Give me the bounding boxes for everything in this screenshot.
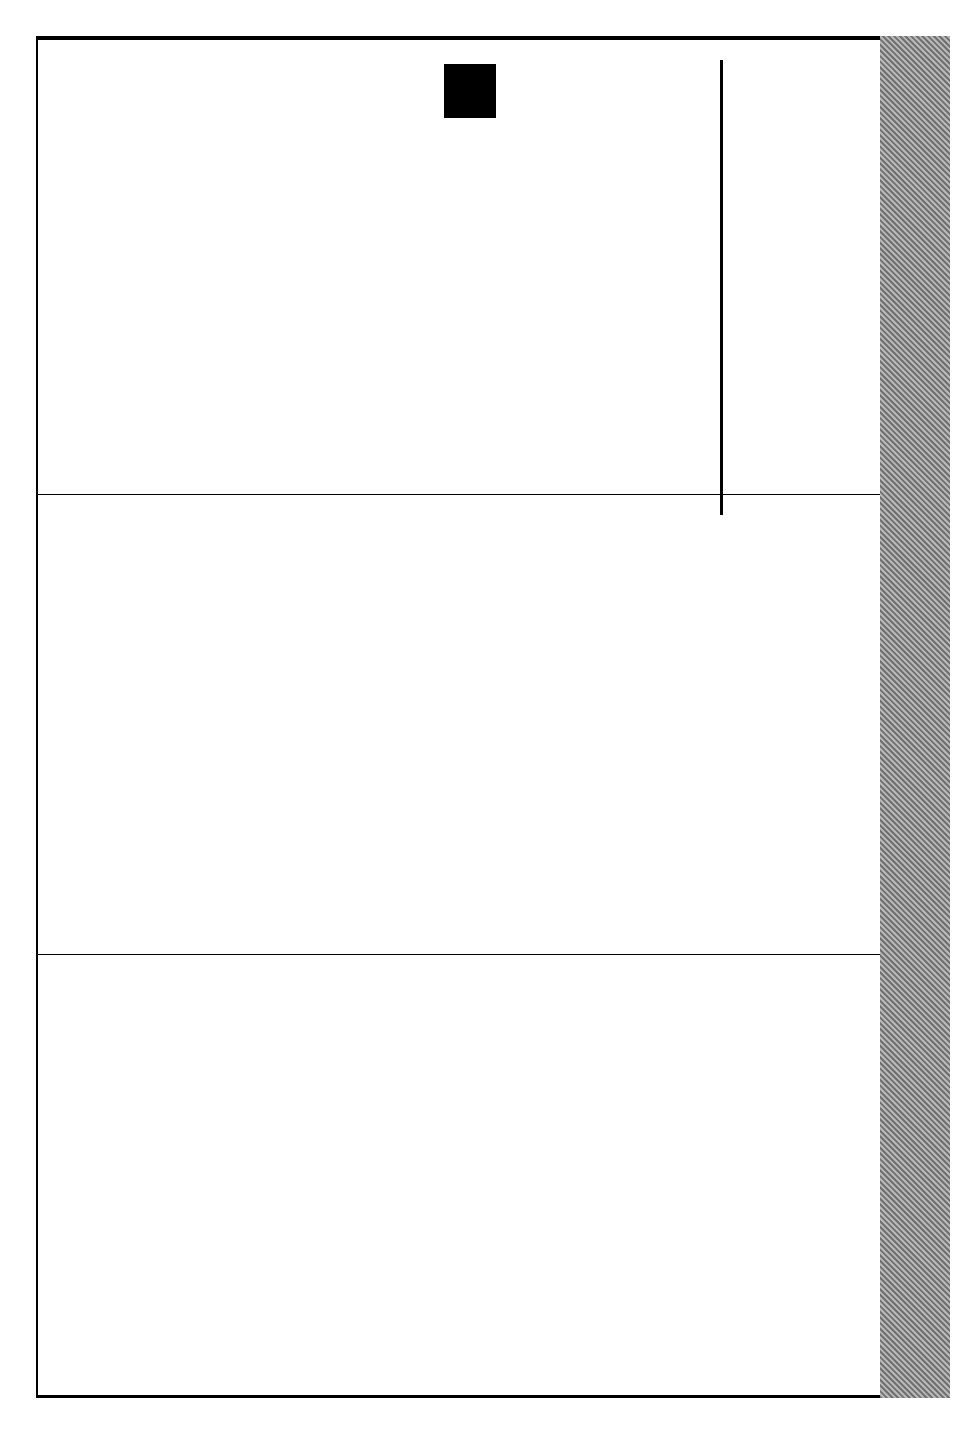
entry-number-badge <box>444 64 496 118</box>
section-top-band <box>50 64 450 484</box>
section-bottom-band <box>50 968 870 1388</box>
section-divider <box>36 954 880 955</box>
title-box <box>724 60 840 515</box>
intro-body <box>502 64 662 484</box>
section-mid-band <box>50 508 870 942</box>
chapter-index-strip <box>880 36 950 1398</box>
intro-first-line <box>664 122 704 482</box>
title-rule <box>720 60 723 515</box>
